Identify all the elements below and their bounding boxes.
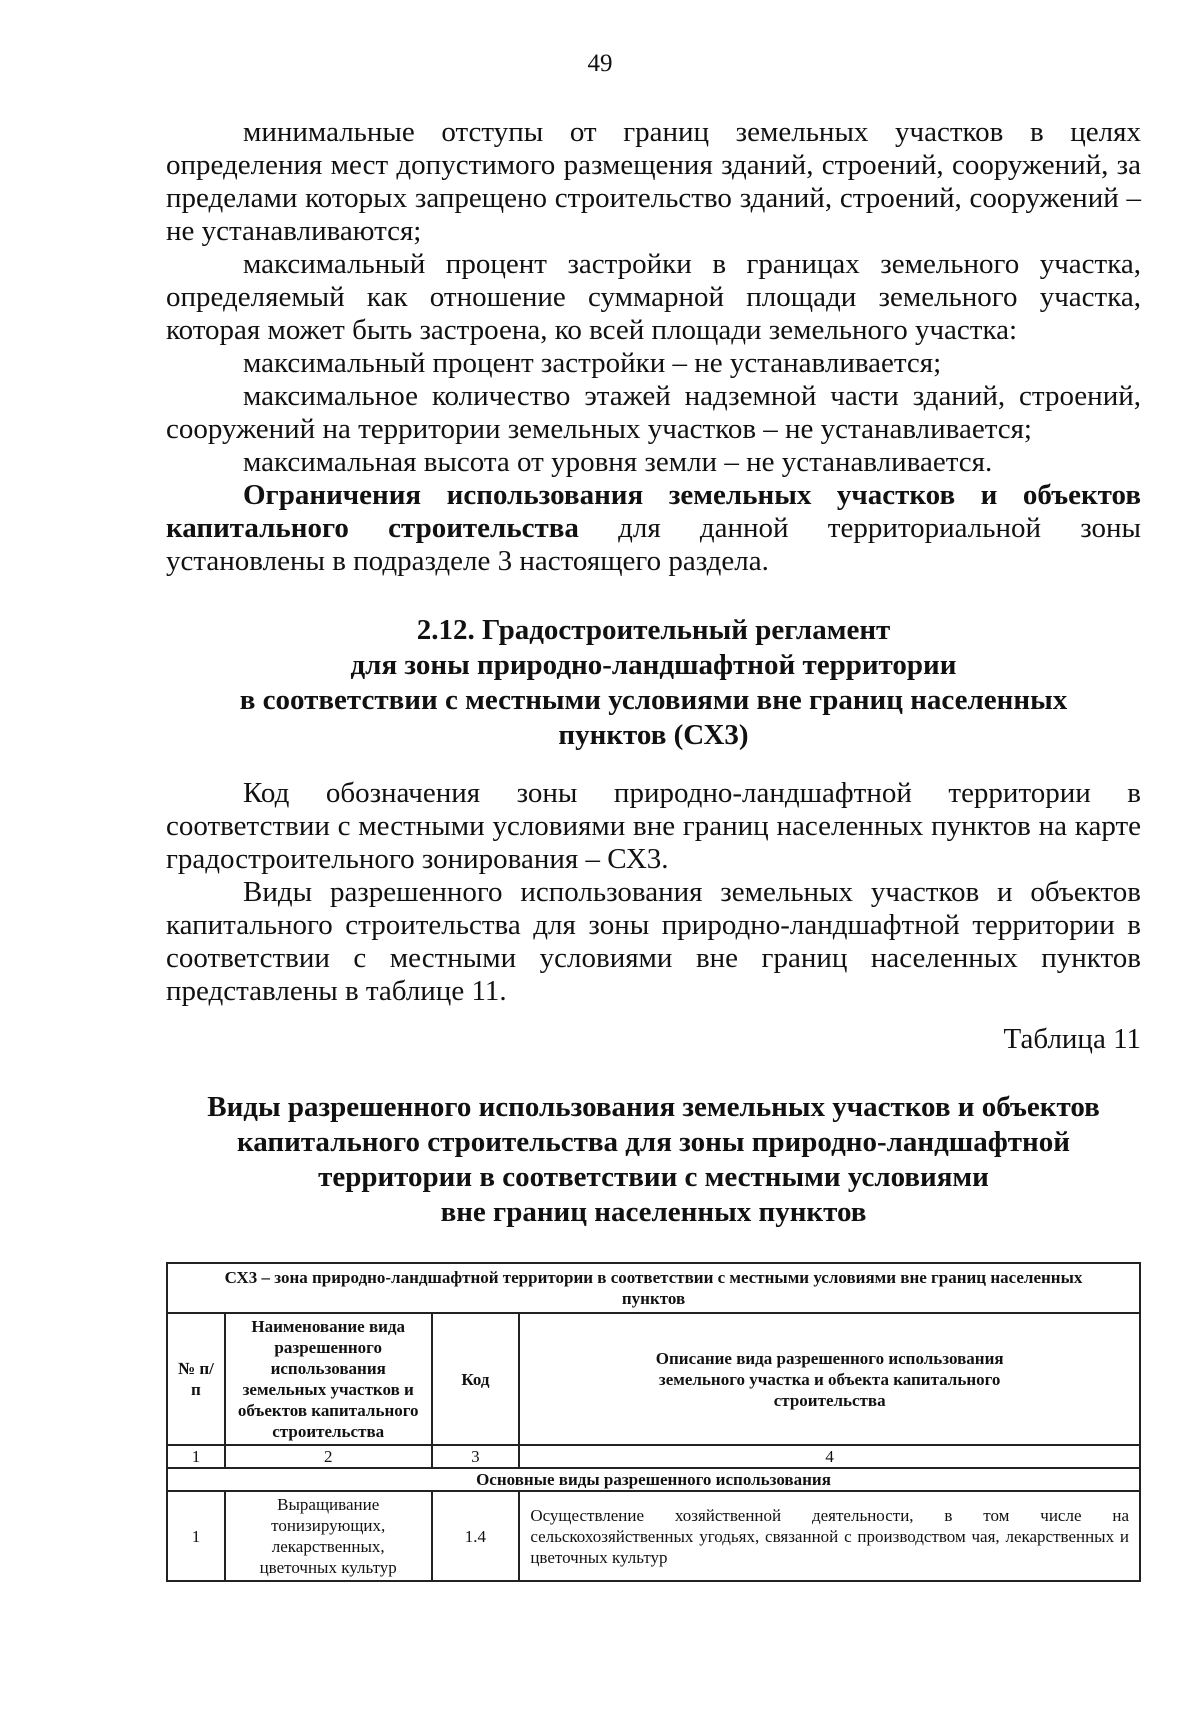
header-code: Код bbox=[432, 1313, 520, 1445]
section-row-cell: Основные виды разрешенного использования bbox=[167, 1468, 1140, 1491]
paragraph: Код обозначения зоны природно-ландшафтной территории в соответствии с местными условиями вне границ населенных пунктов на карте градостроительного зонирования – СХ3. bbox=[166, 777, 1141, 875]
header-description: Описание вида разрешенного использования земельного участка и объекта капитального строительства bbox=[519, 1313, 1140, 1445]
column-number: 4 bbox=[519, 1445, 1140, 1468]
table-title-line: вне границ населенных пунктов bbox=[440, 1196, 867, 1228]
column-number: 1 bbox=[167, 1445, 225, 1468]
table-row bbox=[167, 1491, 1140, 1581]
table-header-row bbox=[167, 1313, 1140, 1445]
heading-line: в соответствии с местными условиями вне границ населенных bbox=[239, 684, 1068, 716]
land-use-table bbox=[166, 1262, 1141, 1582]
table-section-row bbox=[167, 1468, 1140, 1491]
table-title bbox=[166, 1090, 1141, 1230]
heading-line: 2.12. Градостроительный регламент bbox=[416, 614, 891, 646]
page-number: 49 bbox=[587, 50, 613, 77]
table-column-numbers-row bbox=[167, 1445, 1140, 1468]
column-number: 3 bbox=[432, 1445, 520, 1468]
heading-line: для зоны природно-ландшафтной территории bbox=[350, 649, 957, 681]
row-name: Выращивание тонизирующих, лекарственных, цветочных культур bbox=[225, 1491, 432, 1581]
row-code: 1.4 bbox=[432, 1491, 520, 1581]
section-heading bbox=[166, 613, 1141, 753]
header-num: № п/п bbox=[167, 1313, 225, 1445]
table-title-line: капитального строительства для зоны природно-ландшафтной bbox=[237, 1126, 1070, 1158]
paragraph: максимальный процент застройки в границах земельного участка, определяемый как отношение суммарной площади земельного участка, которая может быть застроена, ко всей площади земельного участка: bbox=[166, 248, 1141, 346]
regulation-text bbox=[166, 116, 1141, 578]
paragraph: максимальный процент застройки – не устанавливается; bbox=[243, 347, 942, 379]
paragraph: Виды разрешенного использования земельных участков и объектов капитального строительства для зоны природно-ландшафтной территории в соответствии с местными условиями вне границ населенных пунктов представлены в таблице 11. bbox=[166, 876, 1141, 1007]
header-name: Наименование вида разрешенного использования земельных участков и объектов капитального строительства bbox=[225, 1313, 432, 1445]
restriction-bold: Ограничения использования земельных участков и объектов капитального строительства bbox=[166, 479, 1141, 544]
row-description: Осуществление хозяйственной деятельности, в том числе на сельскохозяйственных угодьях, связанной с производством чая, лекарственных и цветочных культур bbox=[519, 1491, 1140, 1581]
table-title-line: территории в соответствии с местными условиями bbox=[318, 1161, 989, 1193]
zone-header-cell: СХ3 – зона природно-ландшафтной территории в соответствии с местными условиями вне границ населенных пунктов bbox=[167, 1263, 1140, 1313]
paragraph: минимальные отступы от границ земельных участков в целях определения мест допустимого размещения зданий, строений, сооружений, за пределами которых запрещено строительство зданий, строений, сооружений – не устанавливаются; bbox=[166, 116, 1141, 247]
zone-description bbox=[166, 777, 1141, 1008]
paragraph: максимальное количество этажей надземной части зданий, строений, сооружений на территории земельных участков – не устанавливается; bbox=[166, 380, 1141, 445]
column-number: 2 bbox=[225, 1445, 432, 1468]
restriction-paragraph bbox=[166, 479, 1141, 578]
paragraph: максимальная высота от уровня земли – не устанавливается. bbox=[243, 446, 993, 478]
restriction-text: для данной территориальной зоны установлены в подразделе 3 настоящего раздела. bbox=[166, 512, 1142, 577]
table-title-line: Виды разрешенного использования земельных участков и объектов bbox=[207, 1091, 1100, 1123]
table-caption: Таблица 11 bbox=[1003, 1023, 1141, 1055]
table-zone-header-row bbox=[167, 1263, 1140, 1313]
row-num: 1 bbox=[167, 1491, 225, 1581]
heading-line: пунктов (СХ3) bbox=[558, 719, 749, 751]
